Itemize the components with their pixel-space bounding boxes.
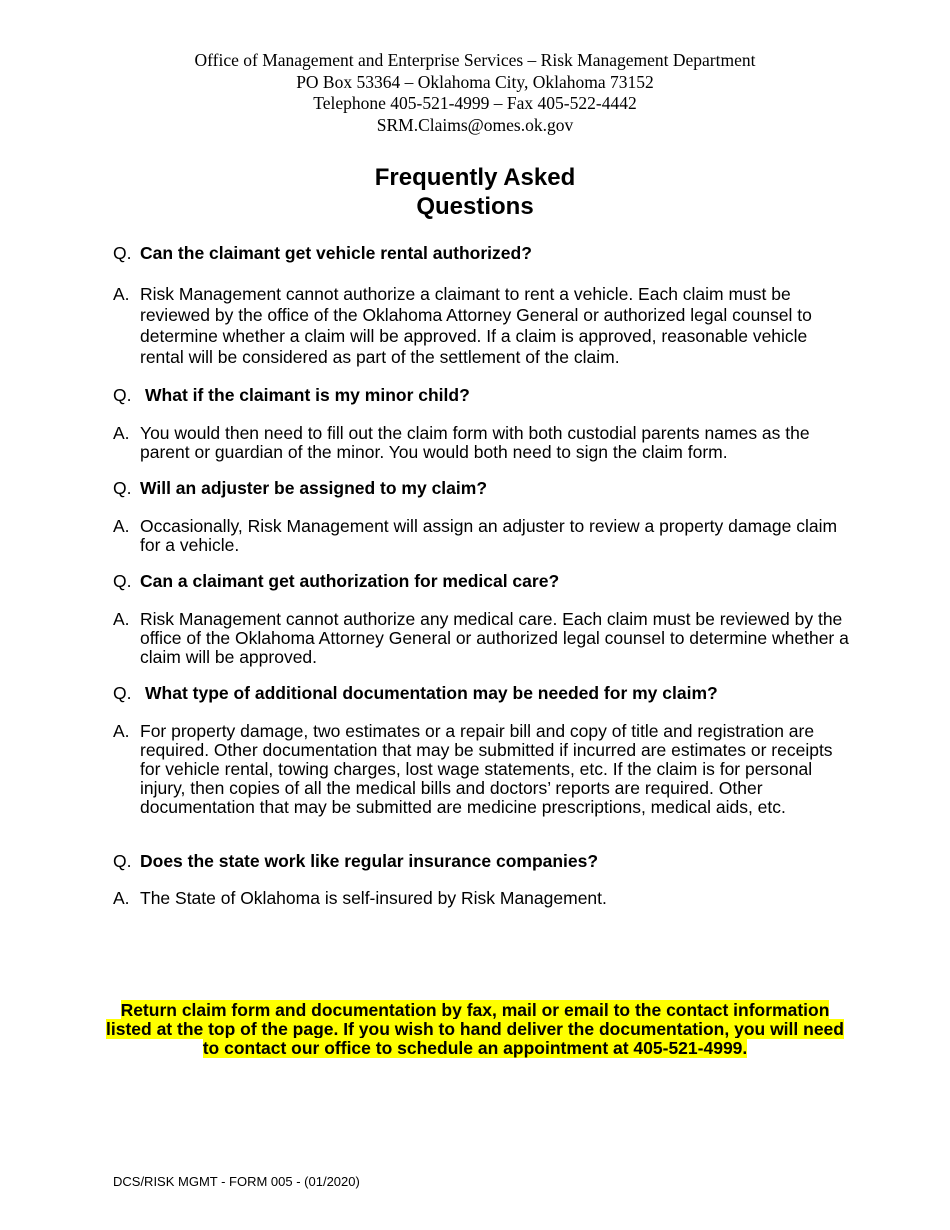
answer-text: For property damage, two estimates or a repair bill and copy of title and registration are required. Other documentation that may be submitted if incurred are estimates or receipts for vehicle rental, towing charges, lost wage statements, etc. If the claim is for personal injury, then copies of all the medical bills and doctors’ reports are required. Other documentation that may be submitted are medicine prescriptions, medical aids, etc.	[140, 721, 833, 817]
a-marker: A.	[113, 284, 130, 304]
q-marker: Q.	[113, 243, 132, 263]
answer-text: The State of Oklahoma is self-insured by Risk Management.	[140, 888, 607, 908]
a-marker: A.	[113, 609, 130, 629]
faq-question	[113, 479, 853, 498]
answer-text: Occasionally, Risk Management will assign an adjuster to review a property damage claim for a vehicle.	[140, 516, 838, 555]
question-text: Will an adjuster be assigned to my claim?	[140, 478, 488, 498]
page-title-line1: Frequently Asked	[374, 164, 576, 191]
faq-answer	[113, 610, 853, 667]
notice-highlighted-text: Return claim form and documentation by fax, mail or email to the contact information listed at the top of the page. If you wish to hand deliver the documentation, you will need to contact our office to schedule an appointment at 405-521-4999.	[106, 1000, 844, 1058]
faq-question	[113, 852, 853, 871]
faq-answer	[113, 889, 853, 908]
page-title	[0, 163, 950, 221]
q-marker: Q.	[113, 683, 132, 703]
question-text: Can a claimant get authorization for medical care?	[140, 571, 560, 591]
faq-answer	[113, 722, 853, 817]
question-text: Can the claimant get vehicle rental authorized?	[140, 243, 532, 263]
q-marker: Q.	[113, 571, 132, 591]
office-address: PO Box 53364 – Oklahoma City, Oklahoma 73152	[296, 71, 654, 92]
a-marker: A.	[113, 423, 130, 443]
faq-question	[113, 244, 853, 263]
question-text: What type of additional documentation may be needed for my claim?	[145, 683, 718, 703]
office-name: Office of Management and Enterprise Services – Risk Management Department	[194, 50, 756, 70]
answer-text: Risk Management cannot authorize a claimant to rent a vehicle. Each claim must be reviewed by the office of the Oklahoma Attorney General or authorized legal counsel to determine whether a claim will be approved. If a claim is approved, reasonable vehicle rental will be considered as part of the settlement of the claim.	[140, 284, 812, 367]
question-text: Does the state work like regular insurance companies?	[140, 851, 599, 871]
faq-question	[113, 386, 853, 405]
faq-answer	[113, 284, 853, 368]
faq-question	[113, 684, 853, 703]
faq-question	[113, 572, 853, 591]
office-header	[0, 50, 950, 136]
page-title-line2: Questions	[416, 193, 534, 220]
answer-text: You would then need to fill out the claim form with both custodial parents names as the parent or guardian of the minor. You would both need to sign the claim form.	[140, 423, 810, 462]
q-marker: Q.	[113, 478, 132, 498]
faq-answer	[113, 424, 853, 462]
a-marker: A.	[113, 888, 130, 908]
office-email: SRM.Claims@omes.ok.gov	[376, 114, 574, 135]
faq-answer	[113, 517, 853, 555]
q-marker: Q.	[113, 385, 132, 405]
return-instructions-notice	[105, 1001, 845, 1058]
question-text: What if the claimant is my minor child?	[145, 385, 470, 405]
answer-text: Risk Management cannot authorize any medical care. Each claim must be reviewed by the office of the Oklahoma Attorney General or authorized legal counsel to determine whether a claim will be approved.	[140, 609, 849, 667]
office-phone-fax: Telephone 405-521-4999 – Fax 405-522-4442	[313, 93, 637, 113]
q-marker: Q.	[113, 851, 132, 871]
form-footer: DCS/RISK MGMT - FORM 005 - (01/2020)	[113, 1174, 360, 1189]
a-marker: A.	[113, 721, 130, 741]
a-marker: A.	[113, 516, 130, 536]
